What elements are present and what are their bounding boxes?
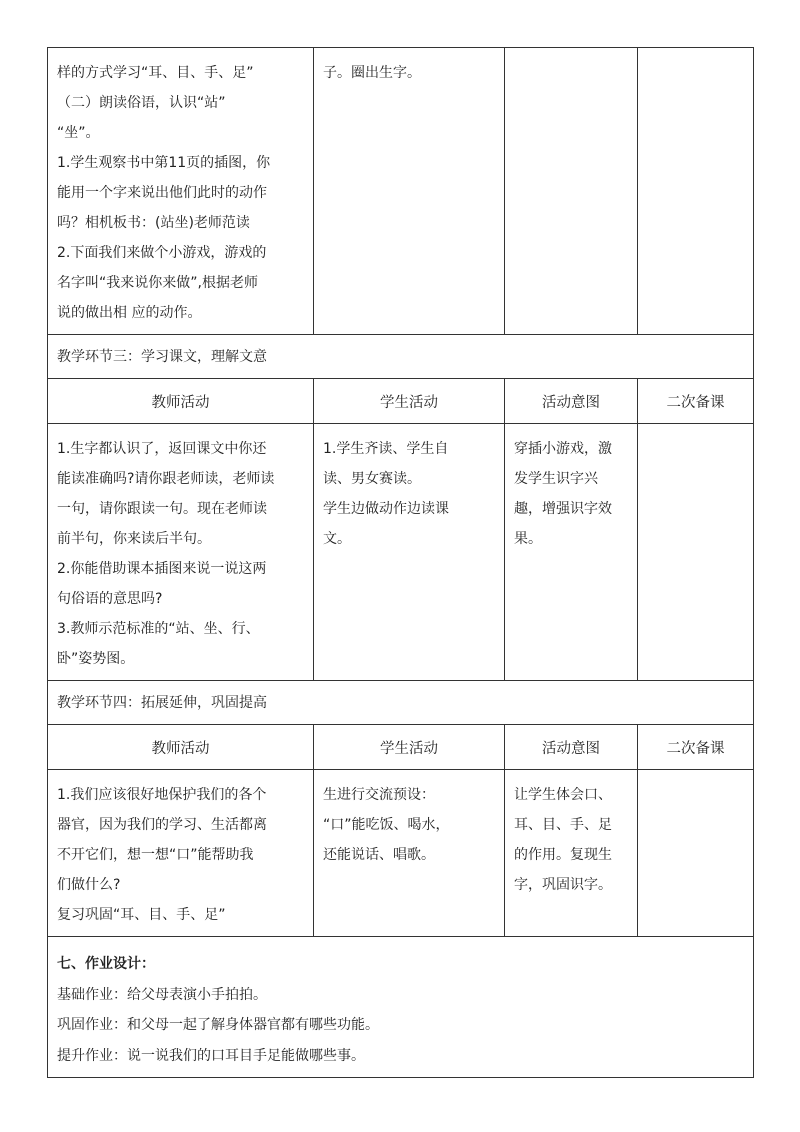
- activity-intent-cell: [505, 48, 638, 335]
- teacher-activity-cell: [48, 770, 314, 937]
- text-line: 巩固作业：和父母一起了解身体器官都有哪些功能。: [57, 1017, 379, 1033]
- text-line: 句俗语的意思吗?: [57, 591, 163, 607]
- text-line: “坐”。: [57, 125, 100, 141]
- text-line: 吗？相机板书：(站坐)老师范读: [57, 215, 250, 231]
- student-activity-cell: [314, 48, 505, 335]
- activity-intent-cell: [505, 770, 638, 937]
- header-activity-intent: 活动意图: [505, 379, 638, 424]
- section-3-body-row: [48, 424, 754, 681]
- section-3-title: 教学环节三：学习课文，理解文意: [57, 348, 267, 365]
- text-line: 还能说话、唱歌。: [323, 847, 435, 863]
- text-line: 读、男女赛读。: [323, 471, 421, 487]
- student-activity-cell: [314, 424, 505, 681]
- text-line: 生进行交流预设：: [323, 787, 435, 803]
- homework-title: 七、作业设计：: [57, 956, 155, 972]
- text-line: 1.我们应该很好地保护我们的各个: [57, 787, 267, 803]
- text-line: 1.学生齐读、学生自: [323, 441, 449, 457]
- section-4-title: 教学环节四：拓展延伸，巩固提高: [57, 694, 267, 711]
- header-student-activity: 学生活动: [314, 725, 505, 770]
- second-prep-cell: [638, 770, 754, 937]
- text-line: 一句，请你跟读一句。现在老师读: [57, 501, 267, 517]
- second-prep-cell: [638, 48, 754, 335]
- text-line: 让学生体会口、: [514, 787, 612, 803]
- text-line: 子。圈出生字。: [323, 65, 421, 81]
- text-line: 耳、目、手、足: [514, 817, 612, 833]
- section-4-title-row: [48, 681, 754, 725]
- text-line: 3.教师示范标准的“站、坐、行、: [57, 621, 260, 637]
- section-3-header-row: [48, 379, 754, 424]
- text-line: 发学生识字兴: [514, 471, 598, 487]
- homework-row: [48, 937, 754, 1078]
- header-second-prep: 二次备课: [638, 379, 754, 424]
- header-teacher-activity: 教师活动: [48, 725, 314, 770]
- header-student-activity: 学生活动: [314, 379, 505, 424]
- text-line: 样的方式学习“耳、目、手、足”: [57, 65, 254, 81]
- text-line: 的作用。复现生: [514, 847, 612, 863]
- text-line: 能读准确吗?请你跟老师读，老师读: [57, 471, 275, 487]
- text-line: 穿插小游戏，激: [514, 441, 612, 457]
- text-line: 趣，增强识字效: [514, 501, 612, 517]
- text-line: 卧”姿势图。: [57, 651, 135, 667]
- section-4-header-row: [48, 725, 754, 770]
- student-activity-cell: [314, 770, 505, 937]
- teacher-activity-cell: [48, 424, 314, 681]
- text-line: （二）朗读俗语，认识“站”: [57, 95, 226, 111]
- text-line: 字，巩固识字。: [514, 877, 612, 893]
- text-line: 2.下面我们来做个小游戏，游戏的: [57, 245, 267, 261]
- section-3-title-row: [48, 335, 754, 379]
- text-line: 名字叫“我来说你来做”,根据老师: [57, 275, 258, 291]
- lesson-plan-table: [47, 47, 754, 1078]
- text-line: 学生边做动作边读课: [323, 501, 449, 517]
- text-line: 能用一个字来说出他们此时的动作: [57, 185, 267, 201]
- text-line: 文。: [323, 531, 351, 547]
- text-line: 提升作业：说一说我们的口耳目手足能做哪些事。: [57, 1047, 365, 1064]
- text-line: 基础作业：给父母表演小手拍拍。: [57, 986, 267, 1003]
- header-second-prep: 二次备课: [638, 725, 754, 770]
- text-line: 1.学生观察书中第11页的插图，你: [57, 155, 271, 171]
- header-activity-intent: 活动意图: [505, 725, 638, 770]
- text-line: 1.生字都认识了，返回课文中你还: [57, 441, 267, 457]
- text-line: “口”能吃饭、喝水，: [323, 817, 450, 833]
- text-line: 复习巩固“耳、目、手、足”: [57, 907, 226, 923]
- text-line: 们做什么?: [57, 877, 121, 893]
- text-line: 前半句，你来读后半句。: [57, 531, 211, 547]
- second-prep-cell: [638, 424, 754, 681]
- text-line: 不开它们，想一想“口”能帮助我: [57, 847, 254, 863]
- text-line: 果。: [514, 531, 542, 547]
- section-4-body-row: [48, 770, 754, 937]
- text-line: 器官，因为我们的学习、生活都离: [57, 817, 267, 833]
- teacher-activity-cell: [48, 48, 314, 335]
- activity-intent-cell: [505, 424, 638, 681]
- text-line: 2.你能借助课本插图来说一说这两: [57, 561, 267, 577]
- header-teacher-activity: 教师活动: [48, 379, 314, 424]
- activity-row-continued: [48, 48, 754, 335]
- text-line: 说的做出相 应的动作。: [57, 305, 202, 321]
